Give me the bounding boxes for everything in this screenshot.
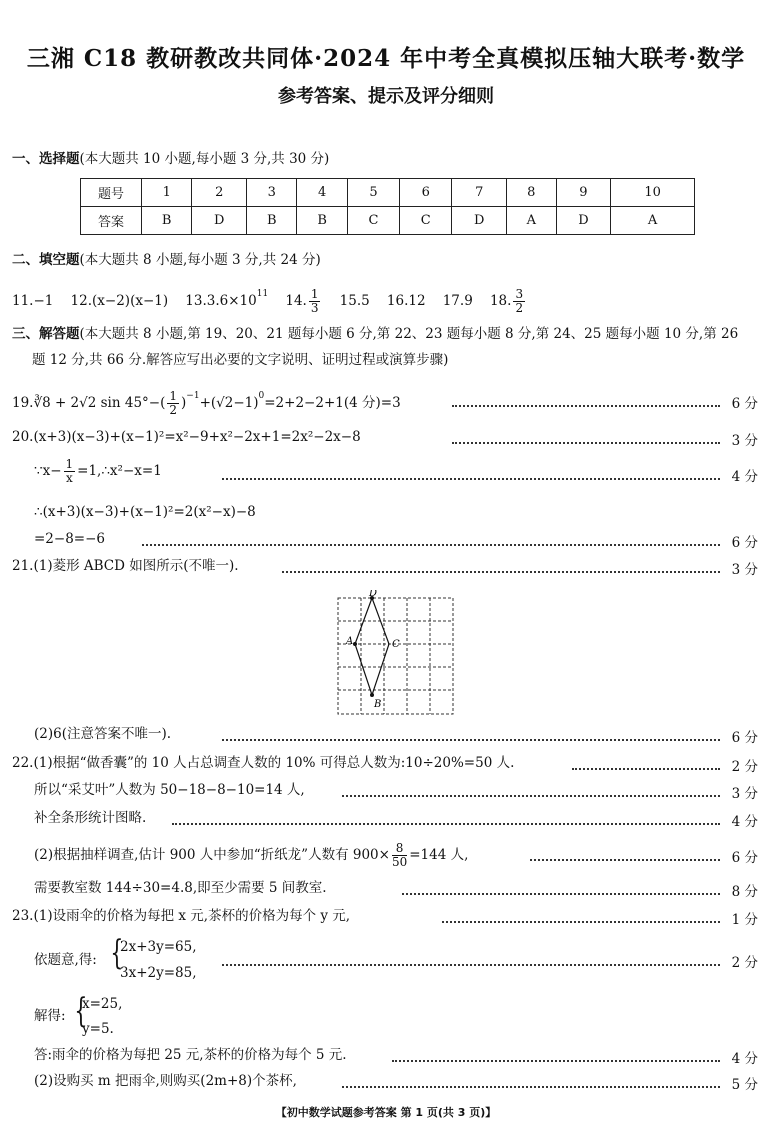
q23-line1: 23.(1)设雨伞的价格为每把 x 元,茶杯的价格为每个 y 元, bbox=[12, 908, 351, 924]
label-c: C bbox=[392, 639, 400, 650]
q20-line2-pre: ∵x− bbox=[34, 463, 62, 479]
leader-dots bbox=[342, 1086, 720, 1088]
fraction-numerator: 8 bbox=[392, 842, 407, 856]
score-q21-1: 3 分 bbox=[731, 562, 758, 578]
fraction-numerator: 3 bbox=[515, 287, 524, 301]
question-cell: 10 bbox=[611, 179, 695, 207]
score-q19: 6 分 bbox=[731, 396, 758, 412]
section2-header bbox=[12, 251, 321, 269]
vertex-a bbox=[353, 642, 357, 646]
answer-16: 16.12 bbox=[386, 293, 426, 309]
answer-cell: C bbox=[347, 207, 399, 235]
fraction-numerator: 1 bbox=[65, 457, 74, 471]
q19-fraction bbox=[167, 390, 179, 417]
section3-note-line2: 题 12 分,共 66 分.解答应写出必要的文字说明、证明过程或演算步骤) bbox=[32, 352, 449, 368]
answer-13-exponent: 11 bbox=[256, 289, 269, 299]
answer-12: 12.(x−2)(x−1) bbox=[70, 293, 169, 309]
vertex-b bbox=[370, 693, 374, 697]
score-q23-1: 1 分 bbox=[731, 912, 758, 928]
system-brace: { bbox=[110, 933, 124, 973]
answer-14-prefix: 14. bbox=[285, 293, 307, 309]
answer-cell: B bbox=[247, 207, 297, 235]
leader-dots bbox=[222, 739, 720, 741]
answer-cell: B bbox=[142, 207, 192, 235]
answer-cell: C bbox=[400, 207, 452, 235]
answer-cell: A bbox=[611, 207, 695, 235]
q19-exponent-0: 0 bbox=[258, 391, 265, 401]
q20-line2-post: =1,∴x²−x=1 bbox=[77, 463, 162, 479]
leader-dots bbox=[402, 893, 720, 895]
leader-dots bbox=[142, 544, 720, 546]
score-q23-2: 2 分 bbox=[731, 955, 758, 971]
row-label-question: 题号 bbox=[81, 179, 142, 207]
score-q20-2: 4 分 bbox=[731, 469, 758, 485]
section2-heading: 二、填空题 bbox=[12, 252, 80, 268]
leader-dots bbox=[452, 442, 720, 444]
section1-header bbox=[12, 150, 329, 168]
score-q22-4: 6 分 bbox=[731, 850, 758, 866]
fraction-numerator: 1 bbox=[310, 287, 319, 301]
q23-line3: 答:雨伞的价格为每把 25 元,茶杯的价格为每个 5 元. bbox=[34, 1047, 347, 1063]
leader-dots bbox=[452, 405, 720, 407]
fraction-denominator: 2 bbox=[169, 403, 178, 417]
question-cell: 7 bbox=[452, 179, 507, 207]
table-row-questions bbox=[81, 179, 695, 207]
score-q20-1: 3 分 bbox=[731, 433, 758, 449]
score-q22-3: 4 分 bbox=[731, 814, 758, 830]
question-cell: 2 bbox=[192, 179, 247, 207]
q19-pre: 19.∛8 + 2√2 sin 45°−( bbox=[12, 395, 166, 411]
section1-note: (本大题共 10 小题,每小题 3 分,共 30 分) bbox=[79, 151, 330, 167]
answer-18-prefix: 18. bbox=[489, 293, 512, 309]
question-cell: 3 bbox=[247, 179, 297, 207]
page-subtitle: 参考答案、提示及评分细则 bbox=[278, 86, 494, 107]
score-q23-3: 4 分 bbox=[731, 1051, 758, 1067]
leader-dots bbox=[392, 1060, 720, 1062]
answer-cell: D bbox=[192, 207, 247, 235]
question-cell: 8 bbox=[507, 179, 557, 207]
rhombus-grid-figure bbox=[334, 590, 458, 716]
q19-close: ) bbox=[181, 395, 187, 411]
section3-note-line1: (本大题共 8 小题,第 19、20、21 题每小题 6 分,第 22、23 题每小题 8 分,第 24、25 题每小题 10 分,第 26 bbox=[79, 326, 739, 342]
q19-result: =2+2−2+1(4 分)=3 bbox=[264, 395, 401, 411]
q23-sol1: x=25, bbox=[82, 996, 123, 1012]
score-q23-4: 5 分 bbox=[731, 1077, 758, 1093]
question-cell: 6 bbox=[400, 179, 452, 207]
q20-line4: =2−8=−6 bbox=[34, 531, 106, 547]
solution-brace: { bbox=[74, 991, 88, 1031]
answer-table bbox=[80, 178, 695, 235]
dashed-grid bbox=[338, 598, 453, 714]
q23-eq2: 3x+2y=85, bbox=[120, 965, 197, 981]
answer-17: 17.9 bbox=[442, 293, 473, 309]
q22-line4 bbox=[34, 842, 468, 869]
q22-line4-post: =144 人, bbox=[409, 847, 469, 863]
q20-fraction bbox=[64, 458, 76, 485]
q22-line5: 需要教室数 144÷30=4.8,即至少需要 5 间教室. bbox=[34, 880, 327, 896]
q19-exponent-1: −1 bbox=[186, 391, 200, 401]
fraction-numerator: 1 bbox=[169, 389, 178, 403]
label-b: B bbox=[374, 699, 382, 710]
fraction-denominator: x bbox=[65, 471, 73, 485]
row-label-answer: 答案 bbox=[81, 207, 142, 235]
label-d: D bbox=[369, 590, 378, 599]
q19-line bbox=[12, 390, 401, 417]
fraction-denominator: 3 bbox=[310, 301, 319, 315]
q23-line4: (2)设购买 m 把雨伞,则购买(2m+8)个茶杯, bbox=[34, 1073, 297, 1089]
leader-dots bbox=[222, 964, 720, 966]
leader-dots bbox=[342, 795, 720, 797]
q23-sol2: y=5. bbox=[82, 1021, 114, 1037]
score-q21-2: 6 分 bbox=[731, 730, 758, 746]
label-a: A bbox=[346, 636, 354, 647]
page-title: 三湘 C18 教研教改共同体·2024 年中考全真模拟压轴大联考·数学 bbox=[26, 45, 746, 72]
section2-note: (本大题共 8 小题,每小题 3 分,共 24 分) bbox=[79, 252, 321, 268]
q22-line2: 所以“采艾叶”人数为 50−18−8−10=14 人, bbox=[34, 782, 305, 798]
leader-dots bbox=[442, 921, 720, 923]
q22-fraction bbox=[392, 842, 407, 869]
q23-solution-label: 解得: bbox=[34, 1008, 66, 1024]
answer-18-fraction bbox=[513, 288, 525, 315]
answer-cell: D bbox=[556, 207, 611, 235]
leader-dots bbox=[530, 859, 720, 861]
answer-cell: B bbox=[297, 207, 347, 235]
answer-14-fraction bbox=[309, 288, 321, 315]
question-cell: 9 bbox=[556, 179, 611, 207]
section3-header bbox=[12, 325, 738, 343]
answer-cell: D bbox=[452, 207, 507, 235]
page-footer: 【初中数学试题参考答案 第 1 页(共 3 页)】 bbox=[275, 1106, 497, 1119]
fraction-denominator: 50 bbox=[391, 855, 408, 869]
score-q20-4: 6 分 bbox=[731, 535, 758, 551]
q19-mid: +(√2−1) bbox=[199, 395, 259, 411]
score-q22-2: 3 分 bbox=[731, 786, 758, 802]
score-q22-5: 8 分 bbox=[731, 884, 758, 900]
question-cell: 1 bbox=[142, 179, 192, 207]
fill-blank-answers bbox=[12, 288, 527, 315]
q23-system-label: 依题意,得: bbox=[34, 952, 97, 968]
fraction-denominator: 2 bbox=[515, 301, 524, 315]
q21-line1: 21.(1)菱形 ABCD 如图所示(不唯一). bbox=[12, 558, 239, 574]
leader-dots bbox=[282, 571, 720, 573]
leader-dots bbox=[572, 768, 720, 770]
table-row-answers bbox=[81, 207, 695, 235]
answer-15: 15.5 bbox=[339, 293, 370, 309]
answer-13: 13.3.6×10 bbox=[185, 293, 257, 309]
leader-dots bbox=[172, 823, 720, 825]
section1-heading: 一、选择题 bbox=[12, 151, 80, 167]
answer-cell: A bbox=[507, 207, 557, 235]
leader-dots bbox=[222, 478, 720, 480]
q20-line2 bbox=[34, 458, 162, 485]
answer-11: 11.−1 bbox=[12, 293, 54, 309]
q22-line1: 22.(1)根据“做香囊”的 10 人占总调查人数的 10% 可得总人数为:10÷20%=50 人. bbox=[12, 755, 515, 771]
score-q22-1: 2 分 bbox=[731, 759, 758, 775]
question-cell: 4 bbox=[297, 179, 347, 207]
q23-eq1: 2x+3y=65, bbox=[120, 939, 197, 955]
q21-line2: (2)6(注意答案不唯一). bbox=[34, 726, 172, 742]
section3-heading: 三、解答题 bbox=[12, 326, 80, 342]
q20-line3: ∴(x+3)(x−3)+(x−1)²=2(x²−x)−8 bbox=[34, 504, 256, 520]
q22-line4-pre: (2)根据抽样调查,估计 900 人中参加“折纸龙”人数有 900× bbox=[34, 847, 390, 863]
question-cell: 5 bbox=[347, 179, 399, 207]
q20-line1: 20.(x+3)(x−3)+(x−1)²=x²−9+x²−2x+1=2x²−2x−8 bbox=[12, 429, 361, 445]
q22-line3: 补全条形统计图略. bbox=[34, 810, 147, 826]
